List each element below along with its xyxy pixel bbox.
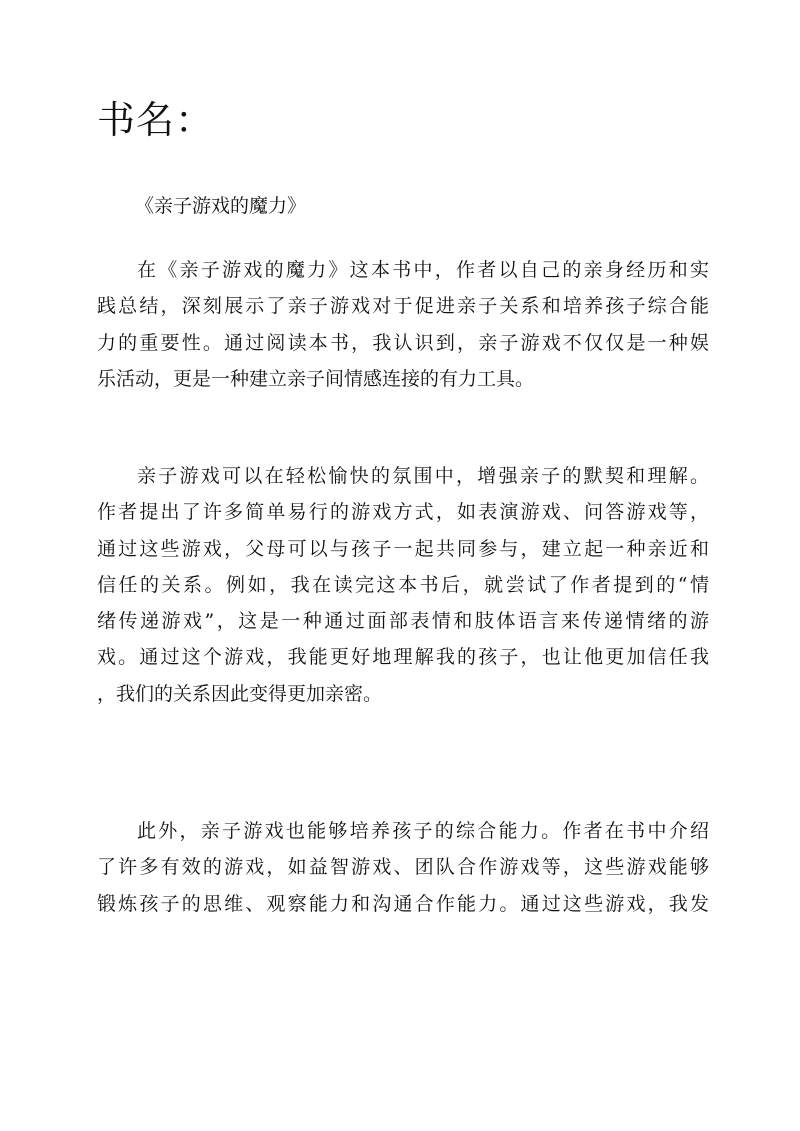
paragraph-line: 作者提出了许多简单易行的游戏方式，如表演游戏、问答游戏等，	[97, 501, 709, 524]
paragraph-line: 戏。通过这个游戏，我能更好地理解我的孩子，也让他更加信任我	[97, 646, 709, 669]
paragraph-1	[97, 252, 709, 397]
paragraph-line: 此外，亲子游戏也能够培养孩子的综合能力。作者在书中介绍	[137, 820, 709, 842]
paragraph-line: 信任的关系。例如，我在读完这本书后，就尝试了作者提到的“情	[97, 573, 709, 596]
paragraph-line: 亲子游戏可以在轻松愉快的氛围中，增强亲子的默契和理解。	[137, 465, 709, 487]
book-title: 《亲子游戏的魔力》	[135, 195, 307, 217]
paragraph-line: 乐活动，更是一种建立亲子间情感连接的有力工具。	[97, 367, 535, 390]
page-heading: 书名：	[97, 98, 215, 142]
paragraph-line: ，我们的关系因此变得更加亲密。	[97, 682, 383, 705]
paragraph-2	[97, 458, 709, 712]
paragraph-line: 了许多有效的游戏，如益智游戏、团队合作游戏等，这些游戏能够	[97, 856, 709, 879]
paragraph-line: 绪传递游戏”，这是一种通过面部表情和肢体语言来传递情绪的游	[97, 610, 709, 633]
paragraph-line: 在《亲子游戏的魔力》这本书中，作者以自己的亲身经历和实	[137, 259, 709, 281]
paragraph-line: 通过这些游戏，父母可以与孩子一起共同参与，建立起一种亲近和	[97, 537, 709, 560]
paragraph-line: 锻炼孩子的思维、观察能力和沟通合作能力。通过这些游戏，我发	[97, 892, 709, 915]
paragraph-line: 力的重要性。通过阅读本书，我认识到，亲子游戏不仅仅是一种娱	[97, 331, 709, 354]
paragraph-line: 践总结，深刻展示了亲子游戏对于促进亲子关系和培养孩子综合能	[97, 295, 709, 318]
paragraph-3	[97, 813, 709, 922]
